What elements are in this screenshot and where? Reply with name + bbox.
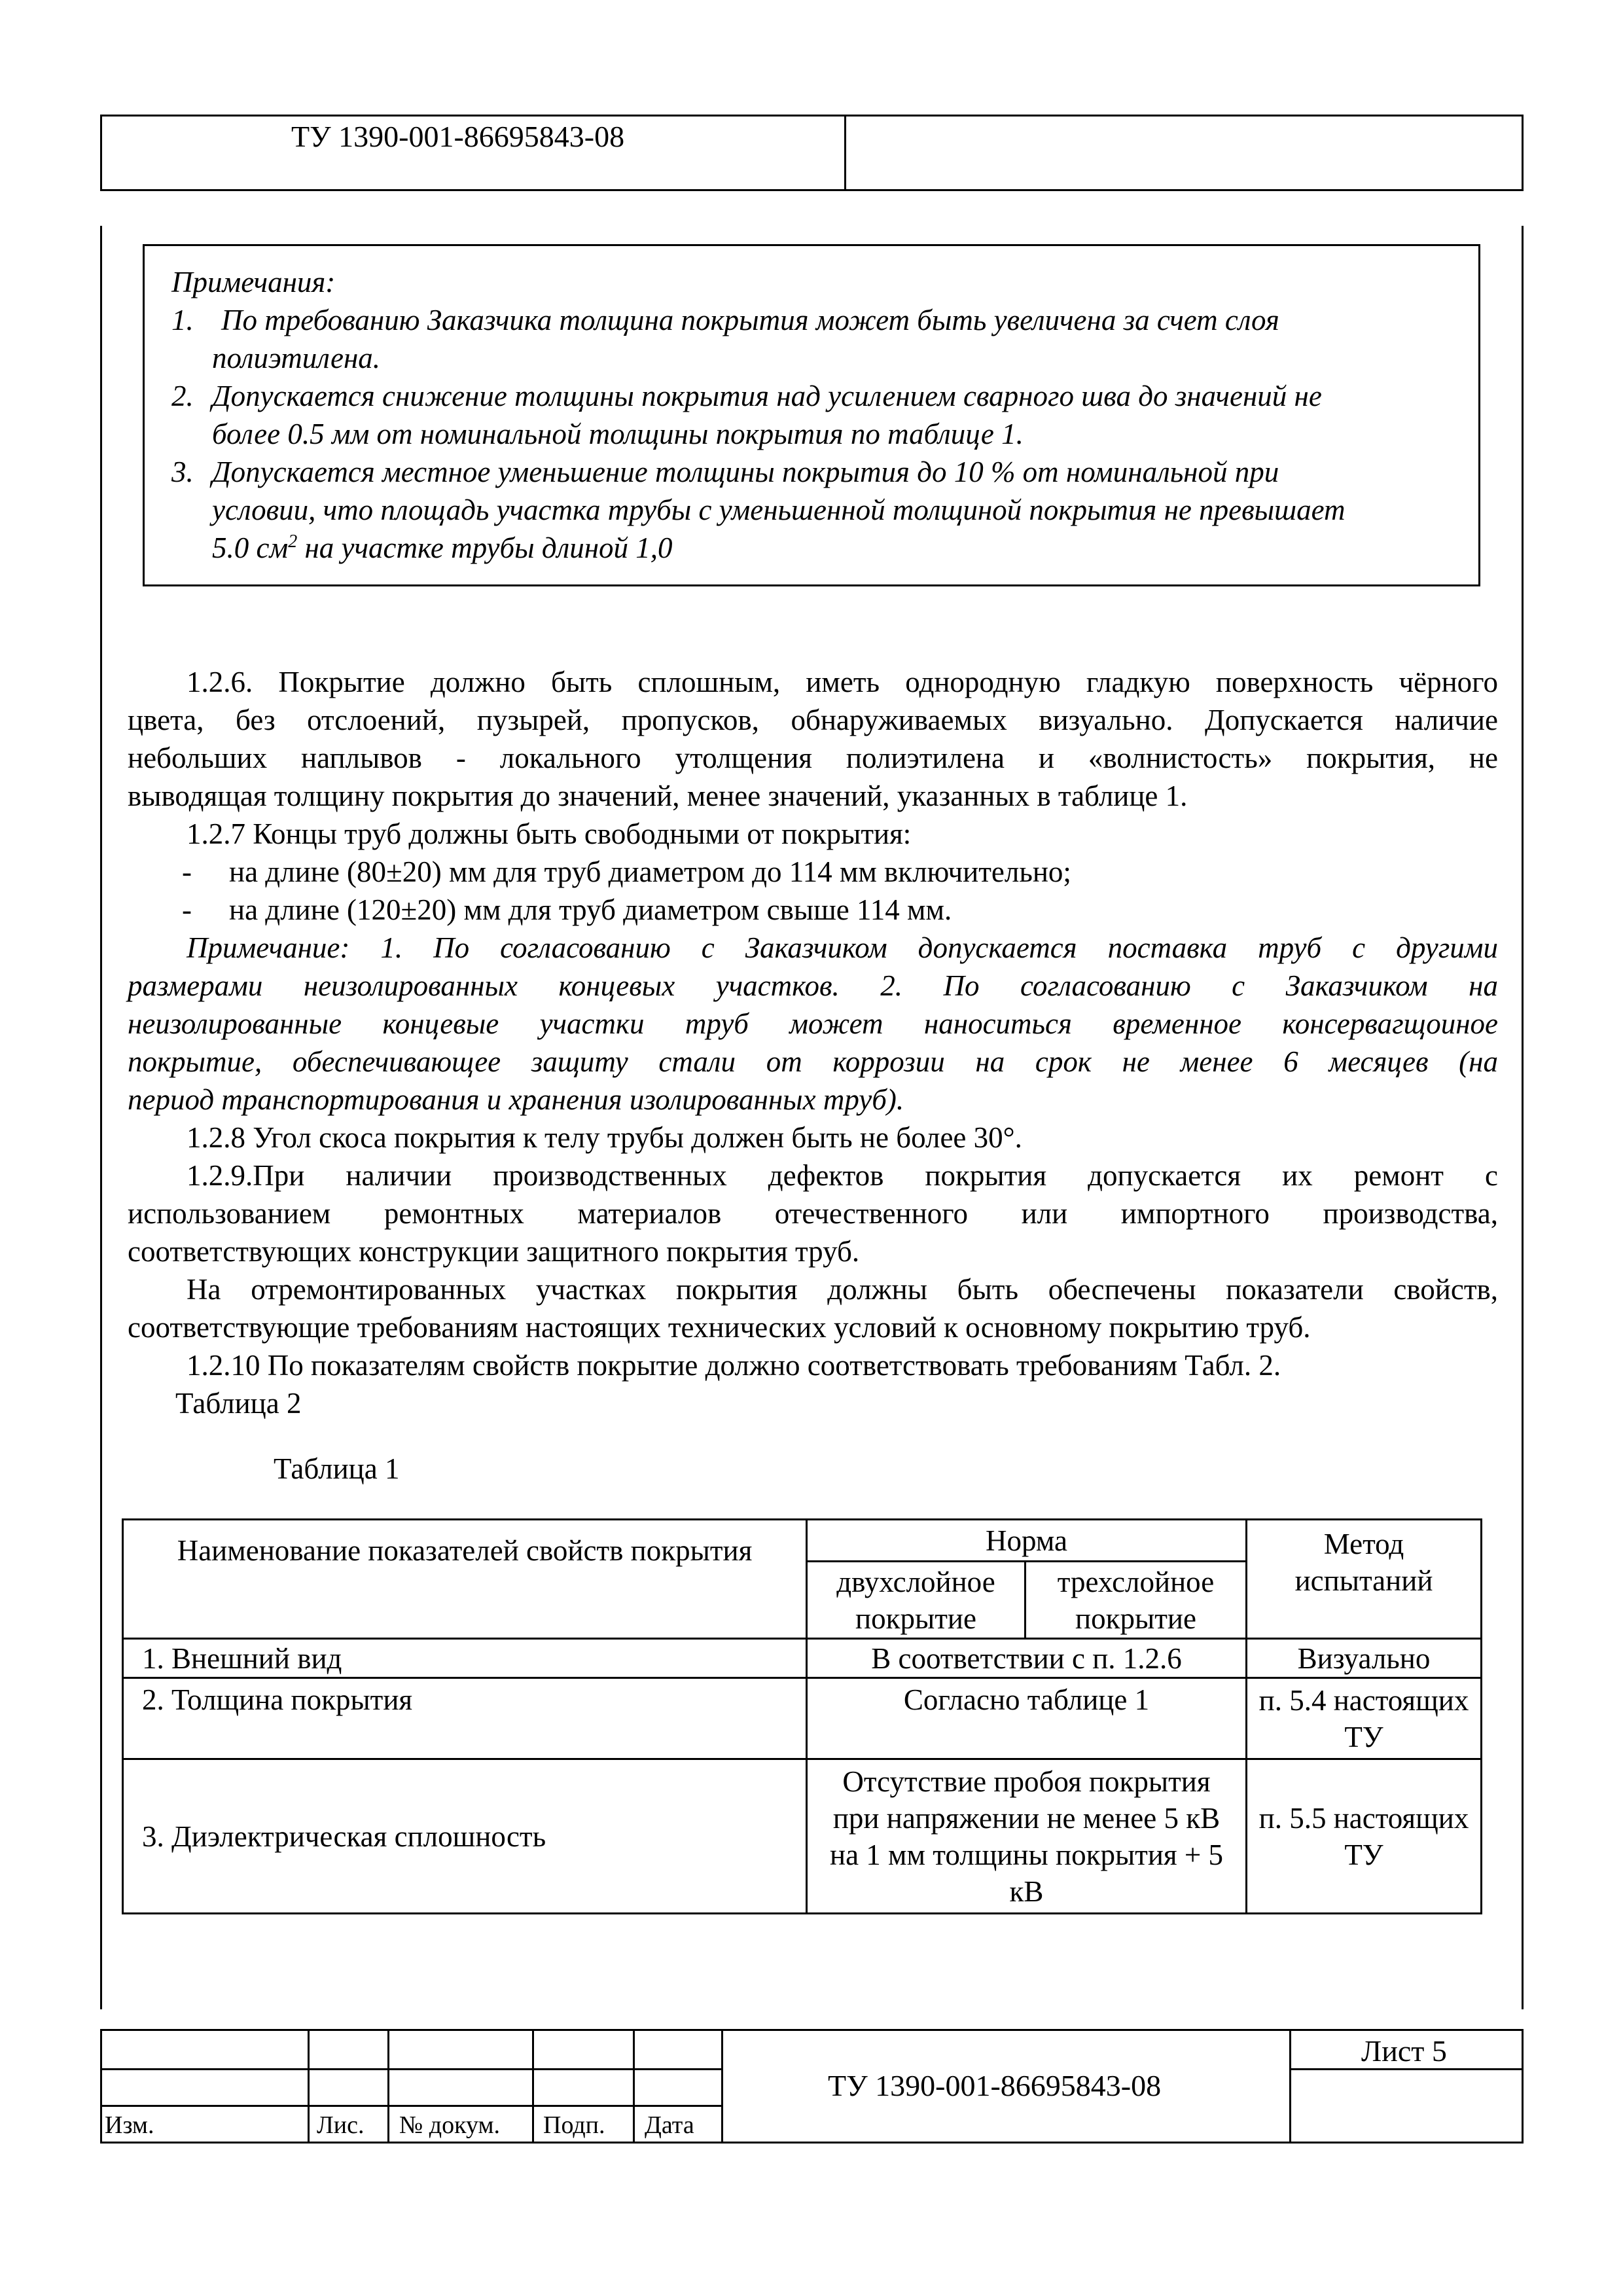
note-1-line-2: полиэтилена. xyxy=(212,342,381,374)
title-block-list: Лис. xyxy=(317,2111,365,2139)
header-norm: Норма xyxy=(807,1520,1247,1562)
row-1-name: 1. Внешний вид xyxy=(123,1639,807,1678)
p129-line-1: 1.2.9.При наличии производственных дефектов покрытия допускается их ремонт с xyxy=(187,1159,1498,1192)
p127-item-1: на длине (80±20) мм для труб диаметром до 114 мм включительно; xyxy=(229,855,1071,888)
row-3-name: 3. Диэлектрическая сплошность xyxy=(123,1759,807,1914)
notes-title: Примечания: xyxy=(171,266,336,298)
repair-line-1: На отремонтированных участках покрытия должны быть обеспечены показатели свойств, xyxy=(187,1273,1498,1306)
table-2-label: Таблица 2 xyxy=(175,1387,302,1420)
note-3-number: 3. xyxy=(171,456,194,488)
p126-line-3: небольших наплывов - локального утолщения полиэтилена и «волнистость» покрытия, не xyxy=(128,742,1498,774)
header-two-layer: двухслойное покрытие xyxy=(807,1562,1026,1639)
note127-line-2: размерами неизолированных концевых участков. 2. По согласованию с Заказчиком на xyxy=(128,969,1498,1002)
row-2-norm: Согласно таблице 1 xyxy=(807,1678,1247,1759)
header-test-method: Метод испытаний xyxy=(1247,1520,1482,1639)
note127-line-4: покрытие, обеспечивающее защиту стали от коррозии на срок не менее 6 месяцев (на xyxy=(128,1045,1498,1078)
p129-line-2: использованием ремонтных материалов отечественного или импортного производства, xyxy=(128,1197,1498,1230)
dash-1-marker: - xyxy=(182,855,192,888)
note127-line-1: Примечание: 1. По согласованию с Заказчиком допускается поставка труб с другими xyxy=(187,931,1498,964)
row-1-norm: В соответствии с п. 1.2.6 xyxy=(807,1639,1247,1678)
frame-right-line xyxy=(1522,226,1524,2009)
p127-item-2: на длине (120±20) мм для труб диаметром свыше 114 мм. xyxy=(229,893,952,926)
header-three-layer: трехслойное покрытие xyxy=(1026,1562,1247,1639)
note-3-line-3: 5.0 $см^2$ на участке трубы длиной 1,0 xyxy=(212,531,673,564)
title-block-frame xyxy=(100,2029,1524,2144)
title-block-col-4 xyxy=(633,2029,635,2144)
title-block-col-3 xyxy=(532,2029,534,2144)
title-block-col-1 xyxy=(308,2029,310,2144)
row-2-method: п. 5.4 настоящих ТУ xyxy=(1247,1678,1482,1759)
p126-line-1: 1.2.6. Покрытие должно быть сплошным, иметь однородную гладкую поверхность чёрного xyxy=(187,666,1498,698)
note-3-line-2: условии, что площадь участка трубы с уменьшенной толщиной покрытия не превышает xyxy=(212,493,1346,526)
title-block-doc-number: № докум. xyxy=(399,2111,501,2139)
note-3-superscript: 2 xyxy=(288,531,298,552)
header-doc-code: ТУ 1390-001-86695843-08 xyxy=(291,120,625,153)
frame-left-line xyxy=(100,226,102,2009)
note-1-line-1: По требованию Заказчика толщина покрытия может быть увеличена за счет слоя xyxy=(221,304,1279,336)
title-block-row-line-2 xyxy=(100,2105,723,2107)
note-1-number: 1. xyxy=(171,304,194,336)
title-block-izm: Изм. xyxy=(105,2111,154,2139)
row-1-method: Визуально xyxy=(1247,1639,1482,1678)
note-3-line-1: Допускается местное уменьшение толщины покрытия до 10 % от номинальной при xyxy=(212,456,1279,488)
header-divider xyxy=(844,115,846,191)
p129-line-3: соответствующих конструкции защитного покрытия труб. xyxy=(128,1235,860,1268)
title-block-col-6 xyxy=(1289,2029,1291,2144)
title-block-row-line-1 xyxy=(100,2068,723,2070)
p127: 1.2.7 Концы труб должны быть свободными от покрытия: xyxy=(187,817,912,850)
dash-2-marker: - xyxy=(182,893,192,926)
note127-line-3: неизолированные концевые участки труб может наноситься временное консервагщоиное xyxy=(128,1007,1498,1040)
row-3-norm: Отсутствие пробоя покрытия при напряжении не менее 5 кВ на 1 мм толщины покрытия + 5 кВ xyxy=(807,1759,1247,1914)
title-block-col-2 xyxy=(387,2029,389,2144)
table-row xyxy=(123,1639,1482,1678)
p128: 1.2.8 Угол скоса покрытия к телу трубы должен быть не более 30°. xyxy=(187,1121,1022,1154)
note127-line-5: период транспортирования и хранения изолированных труб). xyxy=(128,1083,904,1116)
header-indicator-name: Наименование показателей свойств покрытия xyxy=(123,1520,807,1639)
note-2-number: 2. xyxy=(171,380,194,412)
repair-line-2: соответствующие требованиям настоящих технических условий к основному покрытию труб. xyxy=(128,1311,1311,1344)
table-row xyxy=(123,1759,1482,1914)
row-3-method: п. 5.5 настоящих ТУ xyxy=(1247,1759,1482,1914)
title-block-sheet: Лист 5 xyxy=(1361,2034,1447,2068)
title-block-col-5 xyxy=(721,2029,723,2144)
row-2-name: 2. Толщина покрытия xyxy=(123,1678,807,1759)
title-block-date: Дата xyxy=(645,2111,694,2139)
table-1-label: Таблица 1 xyxy=(274,1452,400,1485)
properties-table xyxy=(122,1518,1482,1914)
note-2-line-1: Допускается снижение толщины покрытия над усилением сварного шва до значений не xyxy=(212,380,1322,412)
p126-line-4: выводящая толщину покрытия до значений, менее значений, указанных в таблице 1. xyxy=(128,780,1188,812)
table-row xyxy=(123,1678,1482,1759)
p1210: 1.2.10 По показателям свойств покрытие должно соответствовать требованиям Табл. 2. xyxy=(187,1349,1281,1382)
note-2-line-2: более 0.5 мм от номинальной толщины покрытия по таблице 1. xyxy=(212,418,1024,450)
title-block-doc-code: ТУ 1390-001-86695843-08 xyxy=(828,2069,1162,2102)
title-block-signature: Подп. xyxy=(543,2111,605,2139)
p126-line-2: цвета, без отслоений, пузырей, пропусков, обнаруживаемых визуально. Допускается наличие xyxy=(128,704,1498,736)
